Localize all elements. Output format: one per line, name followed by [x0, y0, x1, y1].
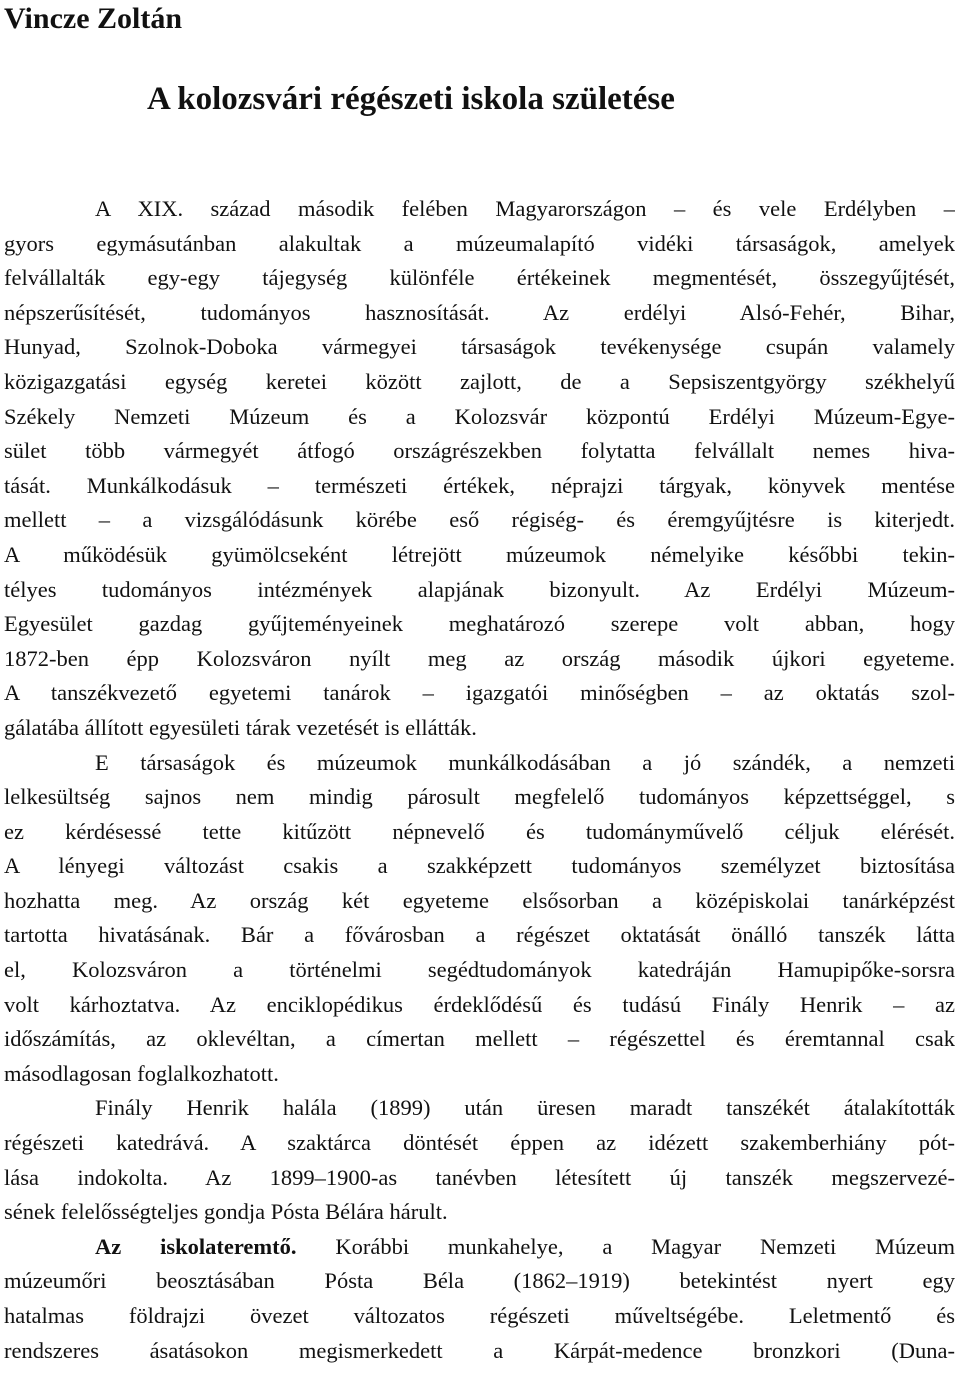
text-line: hozhatta meg. Az ország két egyeteme elsősorban a középiskolai tanárképzést: [4, 887, 955, 913]
text-line: Finály Henrik halála (1899) után üresen maradt tanszékét átalakították: [95, 1095, 955, 1121]
text-line: ez kérdésessé tette kitűzött népnevelő és tudományművelő céljuk elérését.: [4, 818, 955, 844]
text-line: gálatába állított egyesületi tárak vezetését is ellátták.: [4, 714, 477, 740]
text-line: A működésük gyümölcseként létrejött múzeumok némelyike későbbi tekin-: [4, 541, 955, 567]
author-name: Vincze Zoltán: [4, 2, 183, 35]
text-line: hatalmas földrajzi övezet változatos régészeti műveltségébe. Leletmentő és: [4, 1303, 955, 1328]
text-line: volt kárhoztatva. Az enciklopédikus érdeklődésű és tudású Finály Henrik – az: [4, 991, 955, 1017]
text-line: felvállalták egy-egy tájegység különféle értékeinek megmentését, összegyűjtését,: [4, 265, 955, 291]
text-line: tását. Munkálkodásuk – természeti értékek, néprajzi tárgyak, könyvek mentése: [4, 472, 955, 498]
article-body: [4, 192, 955, 1368]
text-line: időszámítás, az oklevéltan, a címertan mellett – régészettel és éremtannal csak: [4, 1026, 955, 1052]
text-line: A XIX. század második felében Magyarországon – és vele Erdélyben –: [95, 196, 955, 221]
text-line: tartotta hivatásának. Bár a fővárosban a régészet oktatását önálló tanszék látta: [4, 922, 955, 948]
text-line: lelkesültség sajnos nem mindig párosult megfelelő tudományos képzettséggel, s: [4, 784, 955, 810]
run-in-heading: Az iskolateremtő.: [95, 1233, 297, 1259]
text-line: közigazgatási egység keretei között zajlott, de a Sepsiszentgyörgy székhelyű: [4, 368, 955, 394]
text-line-content: Korábbi munkahelye, a Magyar Nemzeti Múzeum: [335, 1233, 955, 1259]
text-line: A lényegi változást csakis a szakképzett tudományos személyzet biztosítása: [4, 853, 955, 879]
text-line: rendszeres ásatásokon megismerkedett a Kárpát-medence bronzkori (Duna-: [4, 1337, 955, 1363]
text-line-with-heading: [4, 1230, 955, 1265]
text-line: Hunyad, Szolnok-Doboka vármegyei társaságok tevékenysége csupán valamely: [4, 334, 955, 360]
article-title: A kolozsvári régészeti iskola születése: [147, 81, 675, 117]
text-line: gyors egymásutánban alakultak a múzeumalapító vidéki társaságok, amelyek: [4, 230, 955, 256]
text-line: másodlagosan foglalkozhatott.: [4, 1060, 279, 1086]
text-line: A tanszékvezető egyetemi tanárok – igazgatói minőségben – az oktatás szol-: [4, 680, 955, 706]
text-line: régészeti katedrává. A szaktárca döntését éppen az idézett szakemberhiány pót-: [4, 1130, 955, 1156]
text-line: sület több vármegyét átfogó országrészekben folytatta felvállalt nemes hiva-: [4, 438, 955, 464]
text-line: lása indokolta. Az 1899–1900-as tanévben létesített új tanszék megszervezé-: [4, 1164, 955, 1190]
text-line: Egyesület gazdag gyűjteményeinek meghatározó szerepe volt abban, hogy: [4, 611, 955, 637]
text-line: E társaságok és múzeumok munkálkodásában a jó szándék, a nemzeti: [95, 749, 955, 775]
text-line: mellett – a vizsgálódásunk körébe eső régiség- és éremgyűjtésre is kiterjedt.: [4, 507, 955, 533]
text-line: el, Kolozsváron a történelmi segédtudományok katedráján Hamupipőke-sorsra: [4, 957, 955, 983]
text-line: télyes tudományos intézmények alapjának bizonyult. Az Erdélyi Múzeum-: [4, 576, 955, 602]
text-line: sének felelősségteljes gondja Pósta Bélára hárult.: [4, 1199, 448, 1225]
text-line: múzeumőri beosztásában Pósta Béla (1862–1919) betekintést nyert egy: [4, 1268, 955, 1294]
text-line: Székely Nemzeti Múzeum és a Kolozsvár központú Erdélyi Múzeum-Egye-: [4, 403, 955, 429]
text-line: népszerűsítését, tudományos hasznosítását. Az erdélyi Alsó-Fehér, Bihar,: [4, 299, 955, 325]
text-line: 1872-ben épp Kolozsváron nyílt meg az ország második újkori egyeteme.: [4, 645, 955, 671]
